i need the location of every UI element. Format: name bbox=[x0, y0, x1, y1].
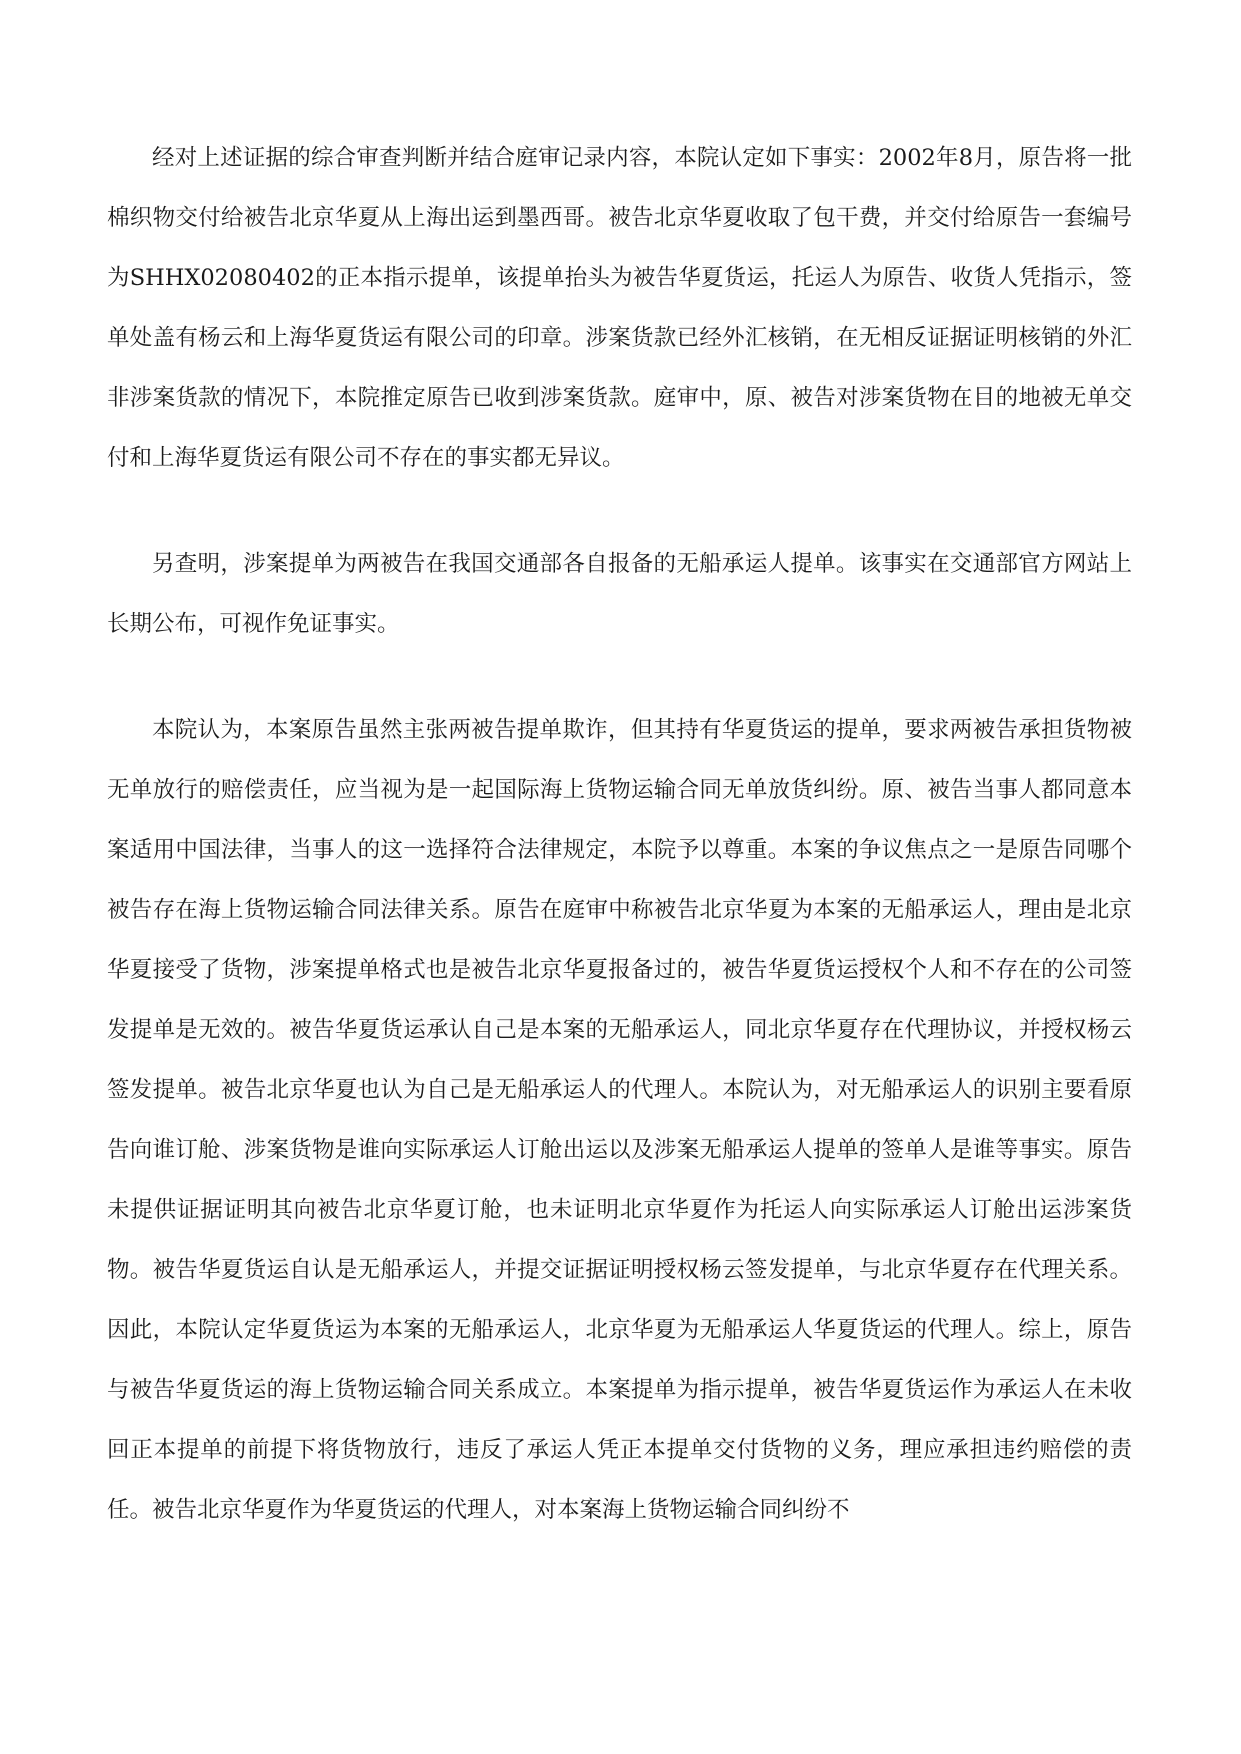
paragraph-further-findings: 另查明，涉案提单为两被告在我国交通部各自报备的无船承运人提单。该事实在交通部官方网站上长期公布，可视作免证事实。 bbox=[107, 551, 1132, 637]
paragraph-findings-of-fact: 经对上述证据的综合审查判断并结合庭审记录内容，本院认定如下事实：2002年8月，原告将一批棉织物交付给被告北京华夏从上海出运到墨西哥。被告北京华夏收取了包干费，并交付给原告一套编号为SHHX02080402的正本指示提单，该提单抬头为被告华夏货运，托运人为原告、收货人凭指示，签单处盖有杨云和上海华夏货运有限公司的印章。涉案货款已经外汇核销，在无相反证据证明核销的外汇非涉案货款的情况下，本院推定原告已收到涉案货款。庭审中，原、被告对涉案货物在目的地被无单交付和上海华夏货运有限公司不存在的事实都无异议。 bbox=[107, 145, 1132, 471]
document-body bbox=[107, 128, 1132, 1540]
paragraph-court-opinion: 本院认为，本案原告虽然主张两被告提单欺诈，但其持有华夏货运的提单，要求两被告承担货物被无单放行的赔偿责任，应当视为是一起国际海上货物运输合同无单放货纠纷。原、被告当事人都同意本案适用中国法律，当事人的这一选择符合法律规定，本院予以尊重。本案的争议焦点之一是原告同哪个被告存在海上货物运输合同法律关系。原告在庭审中称被告北京华夏为本案的无船承运人，理由是北京华夏接受了货物，涉案提单格式也是被告北京华夏报备过的，被告华夏货运授权个人和不存在的公司签发提单是无效的。被告华夏货运承认自己是本案的无船承运人，同北京华夏存在代理协议，并授权杨云签发提单。被告北京华夏也认为自己是无船承运人的代理人。本院认为，对无船承运人的识别主要看原告向谁订舱、涉案货物是谁向实际承运人订舱出运以及涉案无船承运人提单的签单人是谁等事实。原告未提供证据证明其向被告北京华夏订舱，也未证明北京华夏作为托运人向实际承运人订舱出运涉案货物。被告华夏货运自认是无船承运人，并提交证据证明授权杨云签发提单，与北京华夏存在代理关系。因此，本院认定华夏货运为本案的无船承运人，北京华夏为无船承运人华夏货运的代理人。综上，原告与被告华夏货运的海上货物运输合同关系成立。本案提单为指示提单，被告华夏货运作为承运人在未收回正本提单的前提下将货物放行，违反了承运人凭正本提单交付货物的义务，理应承担违约赔偿的责任。被告北京华夏作为华夏货运的代理人，对本案海上货物运输合同纠纷不 bbox=[107, 717, 1132, 1523]
